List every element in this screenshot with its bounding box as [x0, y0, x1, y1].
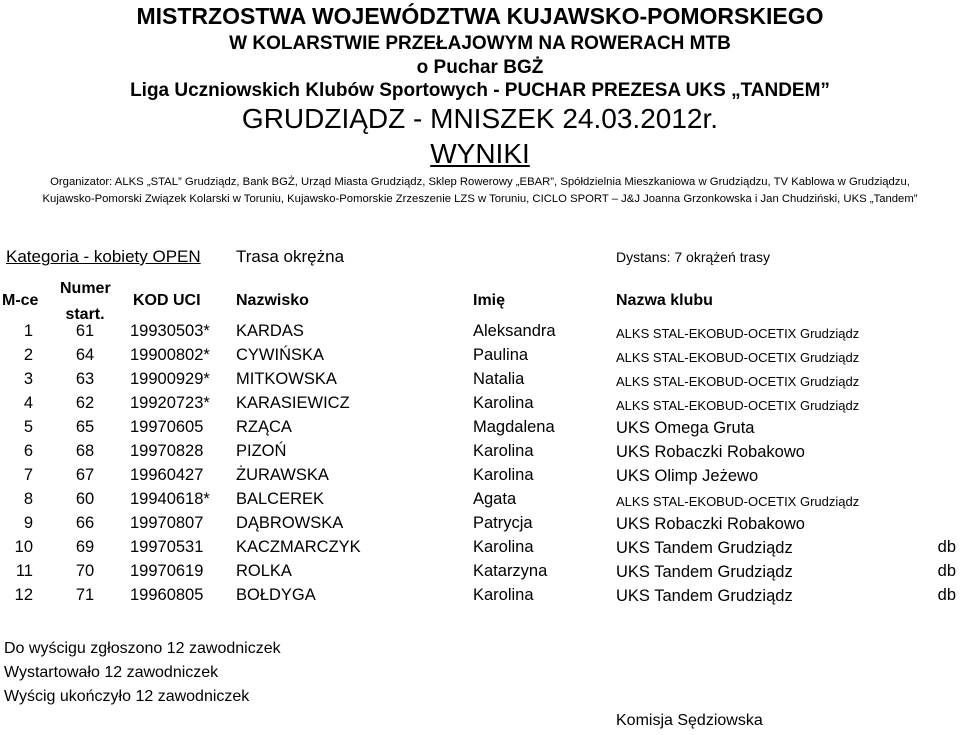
table-row	[0, 562, 960, 586]
table-row	[0, 418, 960, 442]
cell-firstname: Aleksandra	[473, 322, 556, 340]
cell-surname: BALCEREK	[236, 490, 325, 508]
cell-place: 12	[14, 586, 33, 604]
cell-club: UKS Tandem Grudziądz	[616, 587, 793, 605]
cell-club: ALKS STAL-EKOBUD-OCETIX Grudziądz	[616, 326, 860, 341]
organizers-line-2: Kujawsko-Pomorski Związek Kolarski w Toruniu, Kujawsko-Pomorskie Zrzeszenie LZS w Toruniu, CICLO SPORT – J&J Joanna Grzonkowska i Jan Chudziński, UKS „Tandem”	[42, 193, 918, 205]
cell-uci-code: 19920723*	[130, 394, 210, 412]
cell-place: 4	[23, 394, 33, 412]
cell-place: 7	[23, 466, 33, 484]
table-row	[0, 394, 960, 418]
table-row	[0, 322, 960, 346]
cell-uci-code: 19900929*	[130, 370, 210, 388]
cell-place: 1	[23, 322, 33, 340]
cell-number: 61	[75, 322, 95, 340]
cell-place: 9	[23, 514, 33, 532]
organizers-line-1: Organizator: ALKS „STAL” Grudziądz, Bank BGŻ, Urząd Miasta Grudziądz, Sklep Rowerowy „EBAR”, Spółdzielnia Mieszkaniowa w Grudziądzu, TV Kablowa w Grudziądzu,	[50, 176, 910, 188]
cell-place: 10	[14, 538, 33, 556]
cell-surname: DĄBROWSKA	[236, 514, 344, 532]
title-league: Liga Uczniowskich Klubów Sportowych - PUCHAR PREZESA UKS „TANDEM”	[130, 80, 830, 101]
cell-note: db	[937, 538, 956, 556]
column-header-club: Nazwa klubu	[616, 292, 713, 309]
cell-surname: MITKOWSKA	[236, 370, 337, 388]
venue-date: GRUDZIĄDZ - MNISZEK 24.03.2012r.	[241, 103, 719, 134]
cell-uci-code: 19900802*	[130, 346, 210, 364]
cell-firstname: Karolina	[473, 466, 534, 484]
table-row	[0, 370, 960, 394]
cell-firstname: Paulina	[473, 346, 529, 364]
cell-club: ALKS STAL-EKOBUD-OCETIX Grudziądz	[616, 374, 860, 389]
jury-signature-label: Komisja Sędziowska	[616, 712, 763, 729]
cell-surname: ŻURAWSKA	[236, 466, 329, 484]
title-championship: MISTRZOSTWA WOJEWÓDZTWA KUJAWSKO-POMORSKIEGO	[136, 3, 824, 29]
cell-firstname: Karolina	[473, 442, 534, 460]
cell-uci-code: 19970619	[130, 562, 204, 580]
results-heading: WYNIKI	[430, 138, 530, 169]
cell-number: 62	[75, 394, 95, 412]
cell-surname: KARASIEWICZ	[236, 394, 350, 412]
cell-firstname: Katarzyna	[473, 562, 548, 580]
cell-surname: CYWIŃSKA	[236, 346, 325, 364]
cell-number: 65	[75, 418, 95, 436]
cell-place: 6	[23, 442, 33, 460]
table-row	[0, 514, 960, 538]
cell-uci-code: 19940618*	[130, 490, 210, 508]
column-header-number-top: Numer	[60, 280, 111, 297]
cell-uci-code: 19960427	[130, 466, 204, 484]
table-row	[0, 490, 960, 514]
cell-firstname: Karolina	[473, 586, 534, 604]
cell-surname: PIZOŃ	[236, 442, 287, 460]
cell-number: 69	[75, 538, 95, 556]
table-row	[0, 442, 960, 466]
cell-surname: KARDAS	[236, 322, 304, 340]
title-cup: o Puchar BGŻ	[416, 57, 544, 78]
cell-number: 67	[75, 466, 95, 484]
footer-started: Wystartowało 12 zawodniczek	[4, 664, 219, 681]
route-label: Trasa okrężna	[236, 247, 345, 266]
cell-place: 11	[15, 562, 33, 580]
cell-club: UKS Tandem Grudziądz	[616, 539, 793, 557]
cell-number: 71	[75, 586, 95, 604]
title-discipline: W KOLARSTWIE PRZEŁAJOWYM NA ROWERACH MTB	[229, 33, 731, 54]
table-row	[0, 466, 960, 490]
cell-note: db	[937, 562, 956, 580]
cell-surname: RZĄCA	[236, 418, 292, 436]
cell-uci-code: 19930503*	[130, 322, 210, 340]
cell-club: ALKS STAL-EKOBUD-OCETIX Grudziądz	[616, 350, 860, 365]
cell-number: 68	[75, 442, 95, 460]
cell-place: 2	[23, 346, 33, 364]
column-header-surname: Nazwisko	[236, 292, 309, 309]
footer-finished: Wyścig ukończyło 12 zawodniczek	[4, 688, 250, 705]
cell-note: db	[937, 586, 956, 604]
cell-number: 70	[75, 562, 95, 580]
cell-firstname: Karolina	[473, 394, 534, 412]
distance-label: Dystans: 7 okrążeń trasy	[616, 249, 771, 265]
cell-place: 5	[23, 418, 33, 436]
cell-surname: ROLKA	[236, 562, 292, 580]
cell-club: UKS Robaczki Robakowo	[616, 443, 805, 461]
cell-surname: BOŁDYGA	[236, 586, 316, 604]
cell-club: ALKS STAL-EKOBUD-OCETIX Grudziądz	[616, 398, 860, 413]
cell-uci-code: 19970531	[130, 538, 204, 556]
cell-number: 66	[75, 514, 95, 532]
cell-firstname: Agata	[473, 490, 517, 508]
footer-registered: Do wyścigu zgłoszono 12 zawodniczek	[4, 640, 281, 657]
cell-number: 64	[75, 346, 95, 364]
cell-club: UKS Omega Gruta	[616, 419, 755, 437]
column-header-firstname: Imię	[473, 292, 506, 309]
column-header-number-bottom: start.	[65, 306, 105, 323]
cell-club: ALKS STAL-EKOBUD-OCETIX Grudziądz	[616, 494, 860, 509]
table-row	[0, 586, 960, 610]
cell-surname: KACZMARCZYK	[236, 538, 361, 556]
column-header-place: M-ce	[2, 292, 39, 309]
cell-club: UKS Olimp Jeżewo	[616, 467, 759, 485]
table-row	[0, 346, 960, 370]
cell-number: 60	[75, 490, 95, 508]
cell-uci-code: 19970828	[130, 442, 204, 460]
cell-uci-code: 19970807	[130, 514, 204, 532]
category-label: Kategoria - kobiety OPEN	[6, 247, 201, 266]
cell-club: UKS Robaczki Robakowo	[616, 515, 805, 533]
cell-club: UKS Tandem Grudziądz	[616, 563, 793, 581]
table-row	[0, 538, 960, 562]
cell-firstname: Natalia	[473, 370, 525, 388]
cell-number: 63	[75, 370, 95, 388]
cell-firstname: Karolina	[473, 538, 534, 556]
cell-firstname: Patrycja	[473, 514, 533, 532]
cell-place: 8	[23, 490, 33, 508]
cell-uci-code: 19970605	[130, 418, 204, 436]
cell-firstname: Magdalena	[473, 418, 555, 436]
column-header-uci: KOD UCI	[133, 292, 201, 309]
cell-uci-code: 19960805	[130, 586, 204, 604]
cell-place: 3	[23, 370, 33, 388]
